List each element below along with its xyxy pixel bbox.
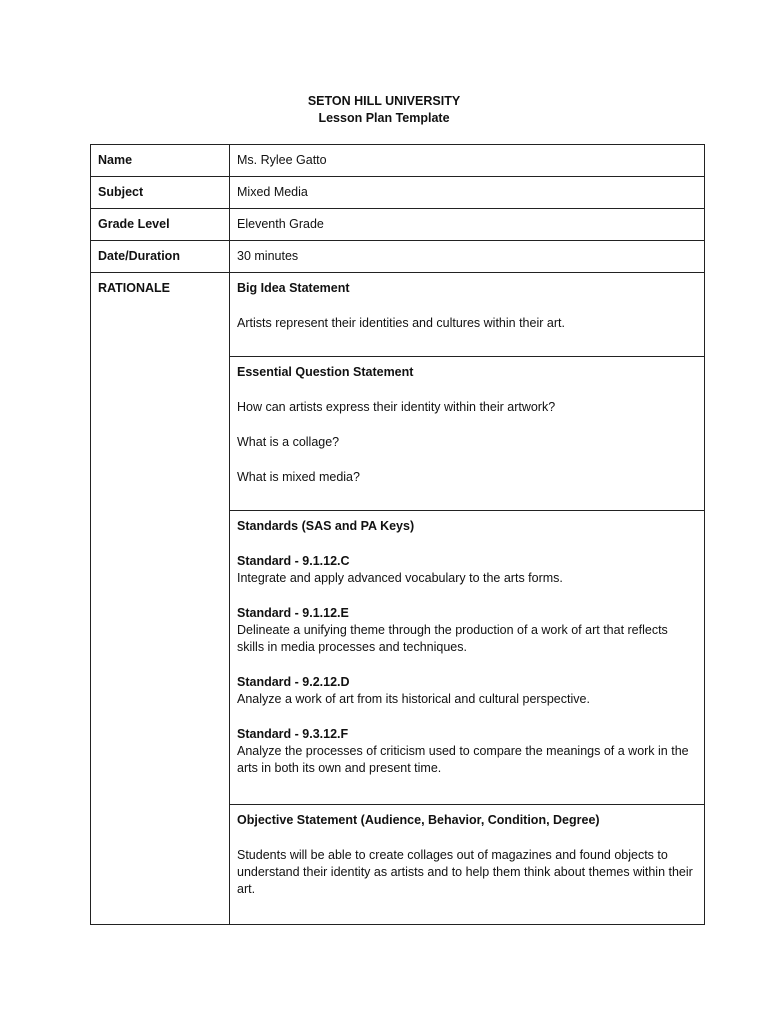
big-idea-title: Big Idea Statement <box>237 281 350 295</box>
institution-name: SETON HILL UNIVERSITY <box>307 94 461 108</box>
standard-text: Analyze a work of art from its historical and cultural perspective. <box>237 692 590 706</box>
document-header <box>0 93 768 127</box>
essential-question-item: How can artists express their identity within their artwork? <box>237 400 556 414</box>
row-label: Date/Duration <box>91 241 230 273</box>
objective-cell <box>230 805 705 925</box>
objective-title: Objective Statement (Audience, Behavior, Condition, Degree) <box>237 813 600 827</box>
big-idea-text: Artists represent their identities and cultures within their art. <box>237 316 565 330</box>
standard-code: Standard - 9.3.12.F <box>237 727 349 741</box>
lesson-plan-table <box>90 144 705 925</box>
document-title: Lesson Plan Template <box>318 111 450 125</box>
standard-text: Delineate a unifying theme through the production of a work of art that reflects skills in media processes and techniques. <box>237 623 668 654</box>
essential-question-item: What is mixed media? <box>237 470 360 484</box>
standard-item <box>237 726 697 777</box>
essential-question-title: Essential Question Statement <box>237 365 414 379</box>
row-label: Name <box>91 145 230 177</box>
row-value: 30 minutes <box>230 241 705 273</box>
row-value: Mixed Media <box>230 177 705 209</box>
row-value: Eleventh Grade <box>230 209 705 241</box>
standards-cell <box>230 511 705 805</box>
row-value: Ms. Rylee Gatto <box>230 145 705 177</box>
table-row-big-idea <box>91 273 705 357</box>
objective-text: Students will be able to create collages out of magazines and found objects to understand their identity as artists and to help them think about themes within their art. <box>237 848 693 896</box>
standard-text: Integrate and apply advanced vocabulary to the arts forms. <box>237 571 563 585</box>
big-idea-cell <box>230 273 705 357</box>
rationale-label: RATIONALE <box>91 273 230 925</box>
standard-item <box>237 674 697 708</box>
essential-question-item: What is a collage? <box>237 435 340 449</box>
essential-question-cell <box>230 357 705 511</box>
table-row-subject <box>91 177 705 209</box>
standard-text: Analyze the processes of criticism used to compare the meanings of a work in the arts in both its own and present time. <box>237 744 689 775</box>
row-label: Subject <box>91 177 230 209</box>
standard-item <box>237 553 697 587</box>
row-label: Grade Level <box>91 209 230 241</box>
table-row-name <box>91 145 705 177</box>
standard-code: Standard - 9.2.12.D <box>237 675 350 689</box>
table-row-date-duration <box>91 241 705 273</box>
standards-title: Standards (SAS and PA Keys) <box>237 519 415 533</box>
standard-code: Standard - 9.1.12.C <box>237 554 350 568</box>
standard-code: Standard - 9.1.12.E <box>237 606 349 620</box>
table-row-grade-level <box>91 209 705 241</box>
standard-item <box>237 605 697 656</box>
